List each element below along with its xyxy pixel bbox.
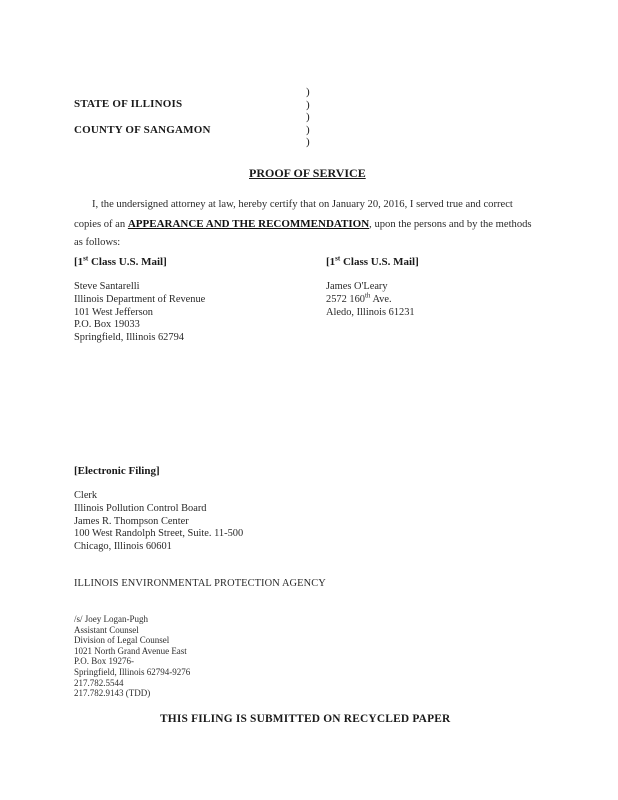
address-line: Steve Santarelli <box>74 281 140 292</box>
address-line: 100 West Randolph Street, Suite. 11-500 <box>74 528 244 540</box>
signature-line: Springfield, Illinois 62794-9276 <box>74 666 191 677</box>
street-sup: th <box>364 291 371 300</box>
recipient-address-clerk <box>74 490 243 554</box>
address-line: James O'Leary <box>326 281 388 292</box>
caption-parens <box>306 86 310 149</box>
signature-line: Division of Legal Counsel <box>74 635 170 646</box>
address-line: Chicago, Illinois 60601 <box>74 541 172 553</box>
signature-line: 1021 North Grand Avenue East <box>74 645 187 656</box>
method-text: Class U.S. Mail] <box>340 256 419 268</box>
service-method-left <box>74 256 167 268</box>
address-line: James R. Thompson Center <box>74 515 189 527</box>
signature-block <box>74 614 190 699</box>
signature-line: P.O. Box 19276- <box>74 656 135 667</box>
address-line: Illinois Pollution Control Board <box>74 502 207 514</box>
caption-paren: ) <box>306 86 310 98</box>
address-line: P.O. Box 19033 <box>74 319 140 331</box>
method-sup: st <box>335 254 341 263</box>
agency-name: ILLINOIS ENVIRONMENTAL PROTECTION AGENCY <box>74 578 326 589</box>
recycled-paper-footer: THIS FILING IS SUBMITTED ON RECYCLED PAPER <box>160 713 451 725</box>
address-line: Aledo, Illinois 61231 <box>326 306 415 318</box>
signature-line: 217.782.9143 (TDD) <box>74 688 151 699</box>
certification-line-1: I, the undersigned attorney at law, hereby certify that on January 20, 2016, I served true and correct <box>92 199 513 210</box>
caption-state: STATE OF ILLINOIS <box>74 98 183 110</box>
document-title: PROOF OF SERVICE <box>249 166 366 180</box>
address-line: Illinois Department of Revenue <box>74 293 206 305</box>
signature-line: 217.782.5544 <box>74 677 124 688</box>
address-line: 101 West Jefferson <box>74 306 154 318</box>
method-text: [1 <box>326 256 336 268</box>
method-text: [1 <box>74 256 84 268</box>
certification-prefix: copies of an <box>74 219 128 230</box>
certification-line-2 <box>74 218 532 230</box>
caption-paren: ) <box>306 136 310 149</box>
signature-line: Assistant Counsel <box>74 624 139 635</box>
signature-line: /s/ Joey Logan-Pugh <box>74 614 148 624</box>
recipient-address-right <box>326 281 415 319</box>
caption-county: COUNTY OF SANGAMON <box>74 124 211 136</box>
method-sup: st <box>83 254 89 263</box>
service-method-right <box>326 256 419 268</box>
caption-paren: ) <box>306 111 310 124</box>
caption-paren: ) <box>306 98 310 111</box>
caption-paren: ) <box>306 123 310 136</box>
document-names: APPEARANCE AND THE RECOMMENDATION <box>127 218 370 230</box>
street-rest: Ave. <box>370 293 392 305</box>
address-line: Clerk <box>74 490 98 501</box>
method-text: Class U.S. Mail] <box>88 256 167 268</box>
recipient-address-left <box>74 281 205 345</box>
certification-suffix: , upon the persons and by the methods <box>369 219 532 230</box>
address-line <box>326 291 415 307</box>
service-method-electronic: [Electronic Filing] <box>74 465 160 477</box>
address-line: Springfield, Illinois 62794 <box>74 332 184 344</box>
certification-line-3: as follows: <box>74 237 121 248</box>
street-number: 2572 160 <box>326 293 365 305</box>
